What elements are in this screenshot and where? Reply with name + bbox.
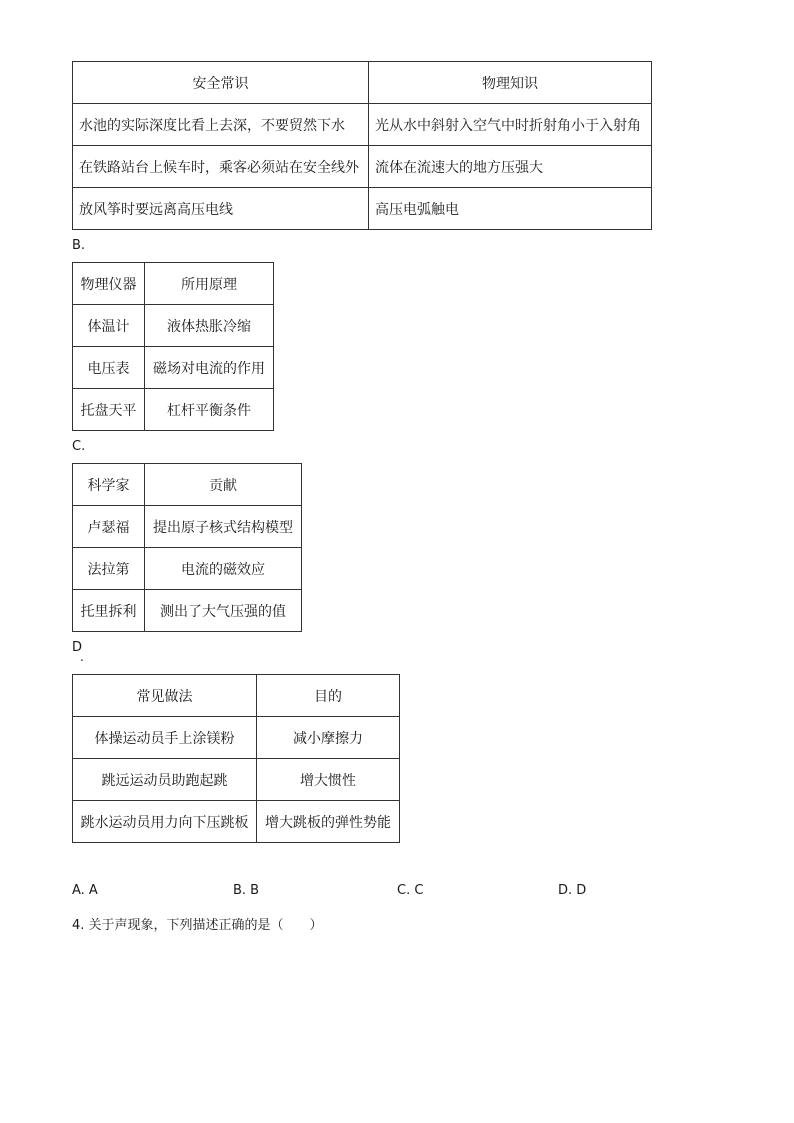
option-d-dot: .	[80, 650, 84, 664]
table-d-header-1: 常见做法	[73, 675, 257, 717]
table-a-cell: 放风筝时要远离高压电线	[73, 188, 369, 230]
answer-option-b[interactable]: B. B	[233, 883, 260, 898]
option-c-label: C.	[72, 439, 86, 454]
table-d-cell: 增大跳板的弹性势能	[257, 801, 400, 843]
table-d-cell: 增大惯性	[257, 759, 400, 801]
table-a-cell: 在铁路站台上候车时，乘客必须站在安全线外	[73, 146, 369, 188]
table-c-cell: 测出了大气压强的值	[145, 590, 302, 632]
table-d-cell: 跳远运动员助跑起跳	[73, 759, 257, 801]
table-c-cell: 电流的磁效应	[145, 548, 302, 590]
table-a-header-1: 安全常识	[73, 62, 369, 104]
table-c-header-2: 贡献	[145, 464, 302, 506]
answer-option-c[interactable]: C. C	[397, 883, 424, 898]
table-c-cell: 托里拆利	[73, 590, 145, 632]
table-a-cell: 水池的实际深度比看上去深，不要贸然下水	[73, 104, 369, 146]
table-b-cell: 磁场对电流的作用	[145, 347, 274, 389]
table-c	[72, 463, 302, 632]
option-d-label: D	[72, 640, 83, 655]
table-d-cell: 跳水运动员用力向下压跳板	[73, 801, 257, 843]
table-c-cell: 法拉第	[73, 548, 145, 590]
table-d-cell: 体操运动员手上涂镁粉	[73, 717, 257, 759]
question-4: 4. 关于声现象，下列描述正确的是（ ）	[72, 918, 323, 933]
table-c-header-1: 科学家	[73, 464, 145, 506]
answer-option-a[interactable]: A. A	[72, 883, 98, 898]
table-b-cell: 体温计	[73, 305, 145, 347]
table-c-cell: 卢瑟福	[73, 506, 145, 548]
table-a	[72, 61, 652, 230]
option-b-label: B.	[72, 238, 86, 253]
table-c-cell: 提出原子核式结构模型	[145, 506, 302, 548]
table-b	[72, 262, 274, 431]
table-a-cell: 光从水中斜射入空气中时折射角小于入射角	[369, 104, 652, 146]
table-a-cell: 高压电弧触电	[369, 188, 652, 230]
table-b-header-2: 所用原理	[145, 263, 274, 305]
answer-option-d[interactable]: D. D	[558, 883, 587, 898]
table-a-header-2: 物理知识	[369, 62, 652, 104]
table-d-cell: 减小摩擦力	[257, 717, 400, 759]
table-b-header-1: 物理仪器	[73, 263, 145, 305]
table-b-cell: 液体热胀冷缩	[145, 305, 274, 347]
table-d	[72, 674, 400, 843]
table-b-cell: 杠杆平衡条件	[145, 389, 274, 431]
table-b-cell: 电压表	[73, 347, 145, 389]
table-b-cell: 托盘天平	[73, 389, 145, 431]
table-a-cell: 流体在流速大的地方压强大	[369, 146, 652, 188]
table-d-header-2: 目的	[257, 675, 400, 717]
